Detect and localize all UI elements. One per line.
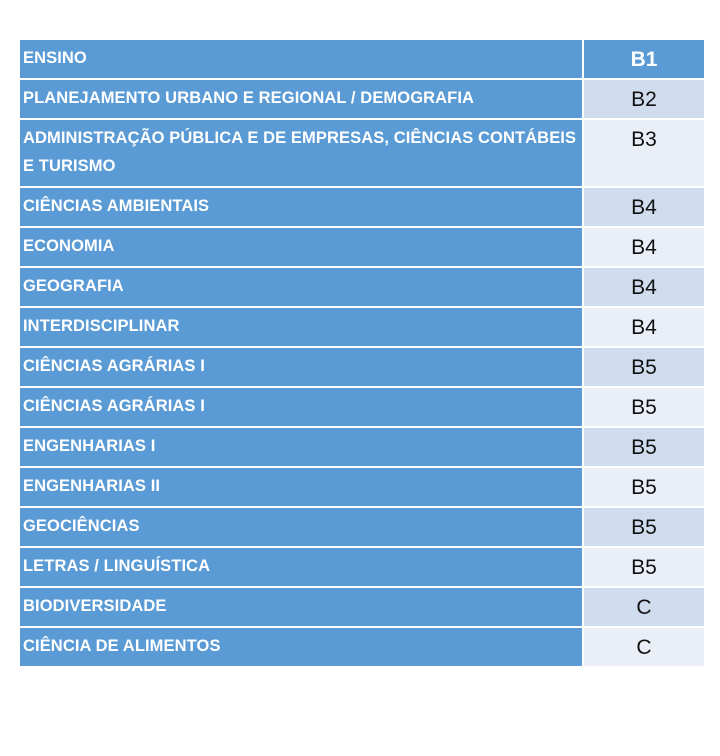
table-row [19, 187, 705, 227]
table-row [19, 387, 705, 427]
area-cell: ECONOMIA [19, 227, 583, 267]
area-cell: INTERDISCIPLINAR [19, 307, 583, 347]
table-row [19, 347, 705, 387]
qualis-table [18, 38, 706, 668]
grade-cell: B5 [583, 547, 705, 587]
area-cell: CIÊNCIAS AGRÁRIAS I [19, 347, 583, 387]
area-cell: CIÊNCIAS AMBIENTAIS [19, 187, 583, 227]
table-row [19, 507, 705, 547]
grade-cell: B5 [583, 507, 705, 547]
grade-cell: B5 [583, 427, 705, 467]
area-cell: GEOGRAFIA [19, 267, 583, 307]
header-area-cell: ENSINO [19, 39, 583, 79]
area-cell: LETRAS / LINGUÍSTICA [19, 547, 583, 587]
area-cell: ADMINISTRAÇÃO PÚBLICA E DE EMPRESAS, CIÊNCIAS CONTÁBEIS E TURISMO [19, 119, 583, 187]
area-cell: GEOCIÊNCIAS [19, 507, 583, 547]
table-row [19, 587, 705, 627]
grade-cell: B5 [583, 467, 705, 507]
table-header-row [19, 39, 705, 79]
table-row [19, 467, 705, 507]
grade-cell: B4 [583, 307, 705, 347]
header-grade-cell: B1 [583, 39, 705, 79]
grade-cell: B2 [583, 79, 705, 119]
table-row [19, 79, 705, 119]
table-row [19, 119, 705, 187]
table-row [19, 307, 705, 347]
area-cell: ENGENHARIAS II [19, 467, 583, 507]
table-row [19, 267, 705, 307]
grade-cell: B5 [583, 387, 705, 427]
qualis-table-container [18, 38, 703, 668]
grade-cell: B4 [583, 227, 705, 267]
grade-cell: B3 [583, 119, 705, 187]
grade-cell: B4 [583, 187, 705, 227]
grade-cell: B4 [583, 267, 705, 307]
area-cell: BIODIVERSIDADE [19, 587, 583, 627]
grade-cell: C [583, 627, 705, 667]
area-cell: CIÊNCIAS AGRÁRIAS I [19, 387, 583, 427]
table-row [19, 227, 705, 267]
area-cell: ENGENHARIAS I [19, 427, 583, 467]
area-cell: CIÊNCIA DE ALIMENTOS [19, 627, 583, 667]
table-row [19, 627, 705, 667]
grade-cell: B5 [583, 347, 705, 387]
area-cell: PLANEJAMENTO URBANO E REGIONAL / DEMOGRAFIA [19, 79, 583, 119]
table-row [19, 427, 705, 467]
table-row [19, 547, 705, 587]
grade-cell: C [583, 587, 705, 627]
